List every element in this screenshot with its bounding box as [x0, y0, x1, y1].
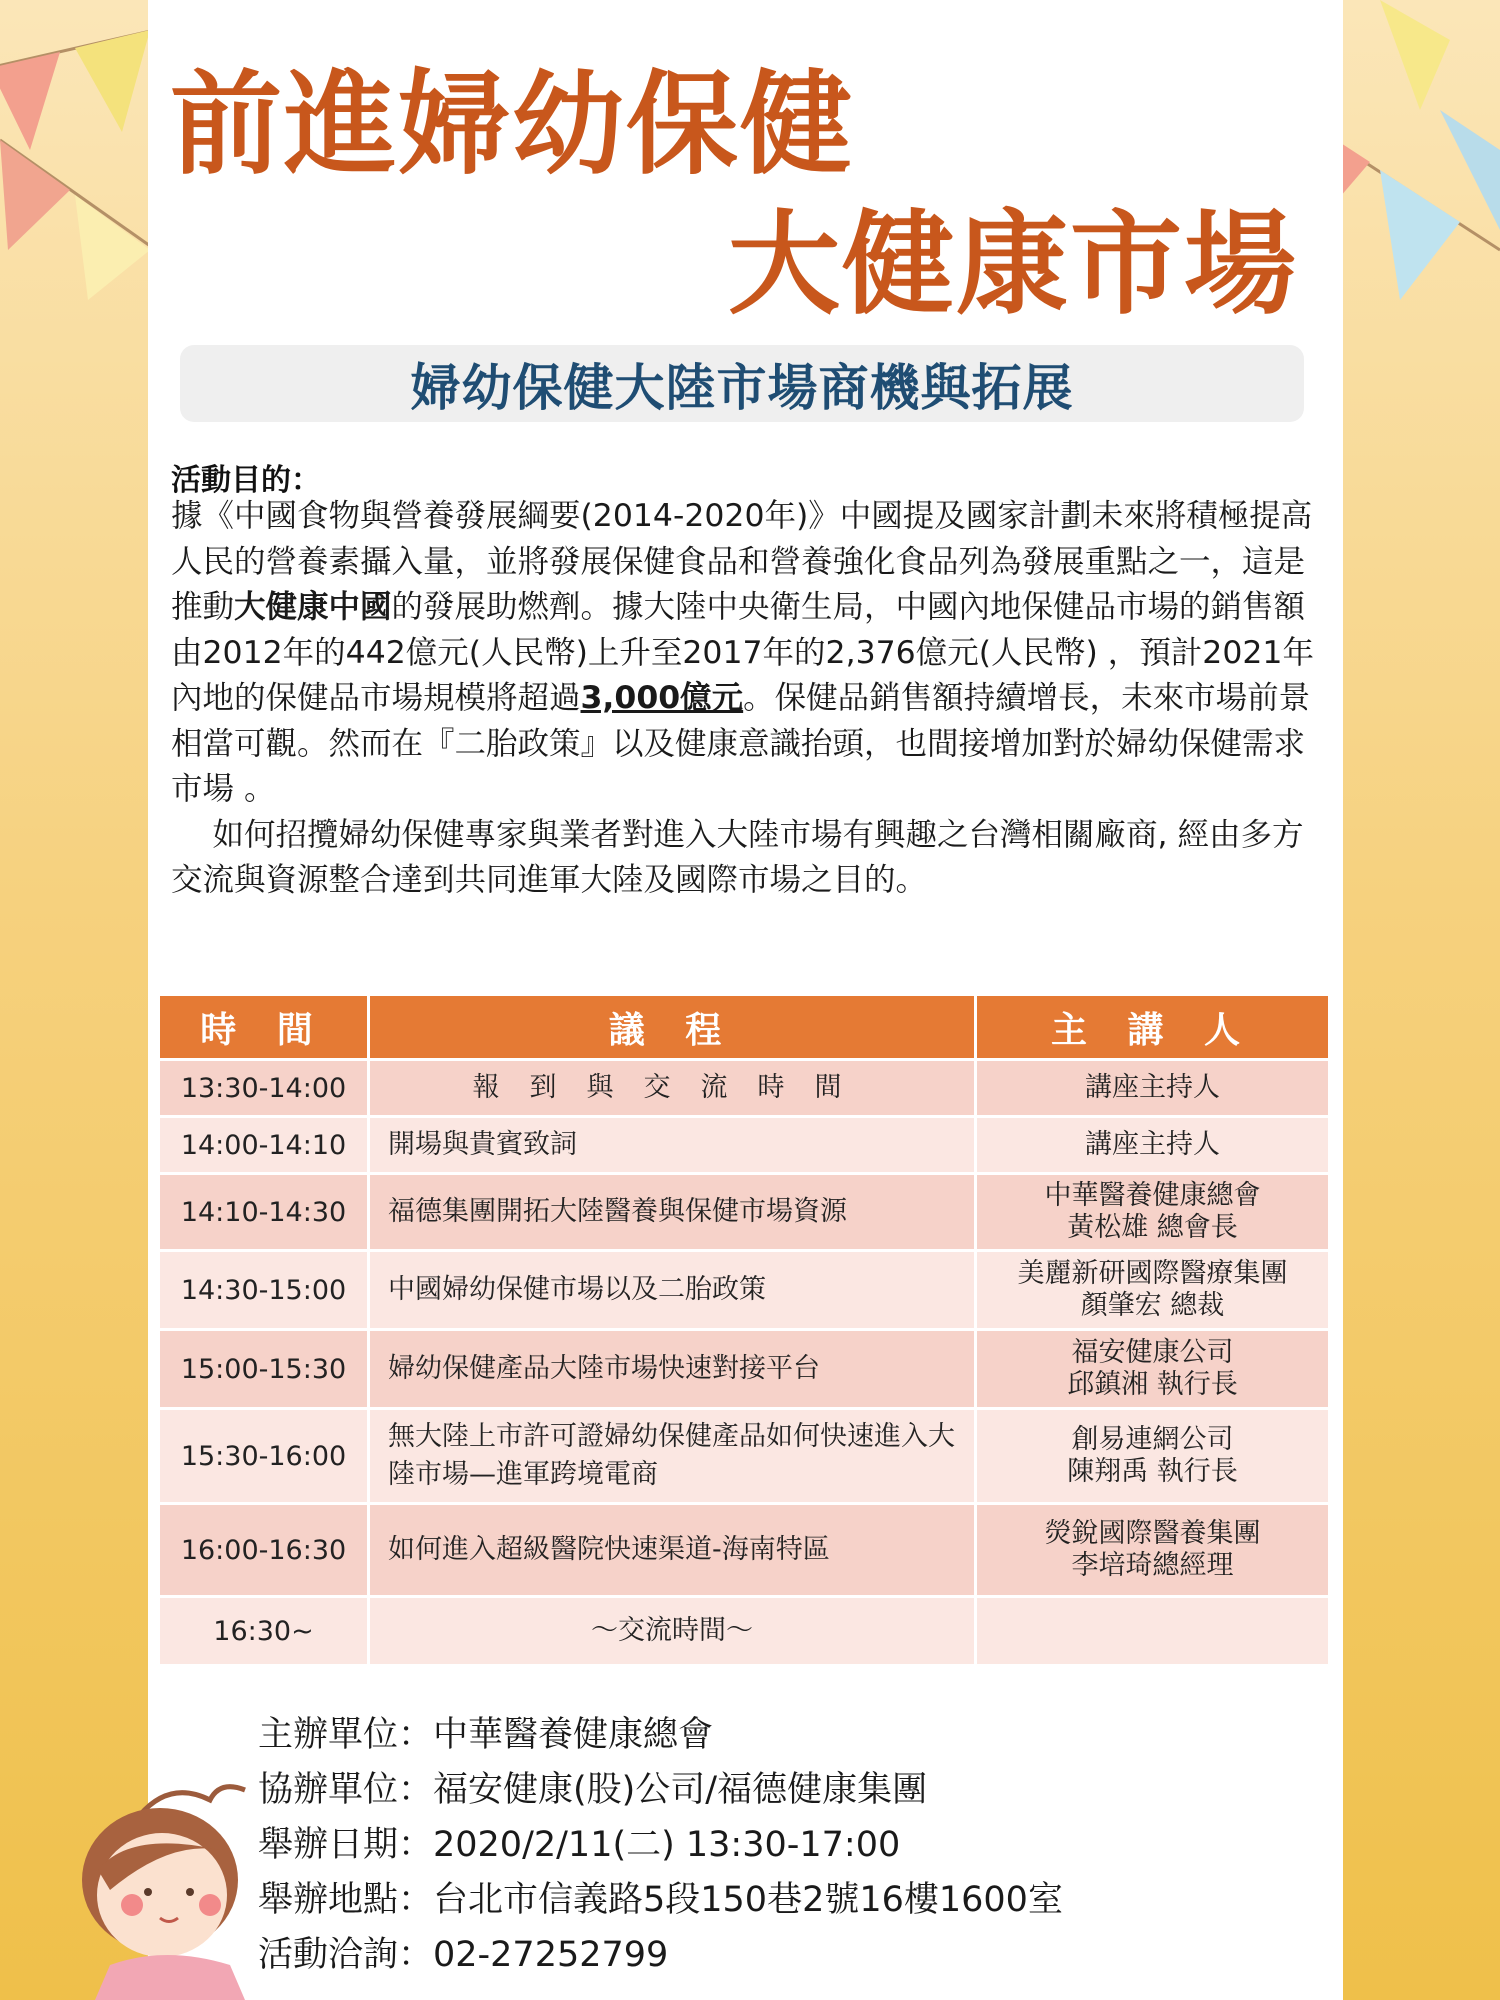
girl-illustration: [70, 1770, 270, 2000]
row-time: 13:30-14:00: [160, 1061, 367, 1115]
table-row: [160, 1331, 1328, 1407]
flag-shape: [0, 140, 70, 250]
purpose-highlight: 大健康中國: [234, 589, 392, 625]
event-venue: 舉辦地點：台北市信義路5段150巷2號16樓1600室: [258, 1880, 1063, 1920]
event-contact: 活動洽詢：02-27252799: [258, 1935, 669, 1975]
row-speaker: [977, 1118, 1328, 1172]
title-line-1: 前進婦幼保健: [170, 59, 854, 190]
row-speaker: [977, 1331, 1328, 1407]
speaker-line-2: 黃松雄 總會長: [1067, 1212, 1238, 1243]
speaker-line-2: 邱鎮湘 執行長: [1067, 1369, 1238, 1400]
speaker-line-1: 講座主持人: [1085, 1129, 1220, 1160]
row-speaker: [977, 1175, 1328, 1249]
speaker-line-1: 福安健康公司: [1071, 1337, 1234, 1368]
row-topic: 中國婦幼保健市場以及二胎政策: [370, 1252, 974, 1328]
speaker-line-1: 美麗新研國際醫療集團: [1017, 1258, 1288, 1289]
speaker-line-2: 李培琦總經理: [1071, 1550, 1234, 1581]
speaker-line-2: 顏肇宏 總裁: [1080, 1290, 1225, 1321]
purpose-label: 活動目的：: [171, 463, 321, 498]
row-time: 16:30~: [160, 1598, 367, 1664]
title-line-2: 大健康市場: [728, 199, 1298, 330]
table-row: [160, 1252, 1328, 1328]
speaker-line-1: 創易連網公司: [1071, 1424, 1234, 1455]
row-time: 14:00-14:10: [160, 1118, 367, 1172]
row-topic: 報到與交流時間: [370, 1061, 974, 1115]
agenda-header-row: [160, 996, 1328, 1058]
flag-shape: [75, 195, 150, 300]
row-time: 15:30-16:00: [160, 1410, 367, 1502]
row-topic: ～交流時間～: [370, 1598, 974, 1664]
row-topic: 無大陸上市許可證婦幼保健產品如何快速進入大陸市場—進軍跨境電商: [370, 1410, 974, 1502]
table-row: [160, 1061, 1328, 1115]
table-row: [160, 1410, 1328, 1502]
row-time: 14:30-15:00: [160, 1252, 367, 1328]
event-date: 舉辦日期：2020/2/11(二) 13:30-17:00: [258, 1825, 901, 1865]
table-row: [160, 1505, 1328, 1595]
flag-shape: [1440, 110, 1500, 230]
agenda-table: [157, 993, 1331, 1667]
co-organizer: 協辦單位：福安健康(股)公司/福德健康集團: [258, 1770, 928, 1810]
table-row: [160, 1598, 1328, 1664]
purpose-paragraph-1: [171, 494, 1326, 813]
header-speaker: 主 講 人: [977, 996, 1328, 1058]
event-info: [258, 1708, 1063, 1983]
header-agenda: 議 程: [370, 996, 974, 1058]
purpose-text: [171, 494, 1326, 904]
speaker-line-2: 陳翔禹 執行長: [1067, 1456, 1238, 1487]
speaker-line-1: 中華醫養健康總會: [1044, 1180, 1261, 1211]
subtitle: 婦幼保健大陸市場商機與拓展: [410, 357, 1074, 417]
row-topic: 如何進入超級醫院快速渠道-海南特區: [370, 1505, 974, 1595]
row-time: 14:10-14:30: [160, 1175, 367, 1249]
row-topic: 婦幼保健產品大陸市場快速對接平台: [370, 1331, 974, 1407]
row-speaker: [977, 1598, 1328, 1664]
row-speaker: [977, 1252, 1328, 1328]
row-topic: 開場與貴賓致詞: [370, 1118, 974, 1172]
row-time: 16:00-16:30: [160, 1505, 367, 1595]
speaker-line-1: 講座主持人: [1085, 1072, 1220, 1103]
row-speaker: [977, 1505, 1328, 1595]
row-speaker: [977, 1061, 1328, 1115]
purpose-paragraph-2: 如何招攬婦幼保健專家與業者對進入大陸市場有興趣之台灣相關廠商, 經由多方交流與資源整合達到共同進軍大陸及國際市場之目的。: [171, 816, 1304, 898]
speaker-line-1: 熒銳國際醫養集團: [1044, 1518, 1261, 1549]
header-time: 時 間: [160, 996, 367, 1058]
flag-shape: [1380, 0, 1450, 110]
purpose-text-a: 據《中國食物與營養發展綱要(2014-2020年)》中國提及國家計劃未來將積極提高人民的營養素攝入量，並將發展保健食品和營養強化食品列為發展重點之一，這是推動: [171, 498, 1313, 625]
row-speaker: [977, 1410, 1328, 1502]
organizer: 主辦單位：中華醫養健康總會: [258, 1715, 714, 1755]
purpose-underline: 3,000億元: [580, 680, 744, 716]
purpose-text-c: 。保健品銷售額持續增長，未來市場前景相當可觀。然而在『二胎政策』以及健康意識抬頭，也間接增加對於婦幼保健需求市場 。: [171, 680, 1311, 807]
row-time: 15:00-15:30: [160, 1331, 367, 1407]
subtitle-banner: [180, 345, 1304, 422]
table-row: [160, 1175, 1328, 1249]
row-topic: 福德集團開拓大陸醫養與保健市場資源: [370, 1175, 974, 1249]
table-row: [160, 1118, 1328, 1172]
purpose-text-b: 的發展助燃劑。據大陸中央衛生局，中國內地保健品市場的銷售額由2012年的442億元(人民幣)上升至2017年的2,376億元(人民幣) ，預計2021年內地的保健品市場規模將超過: [171, 589, 1314, 716]
flag-shape: [0, 52, 60, 150]
flag-shape: [1380, 170, 1460, 300]
